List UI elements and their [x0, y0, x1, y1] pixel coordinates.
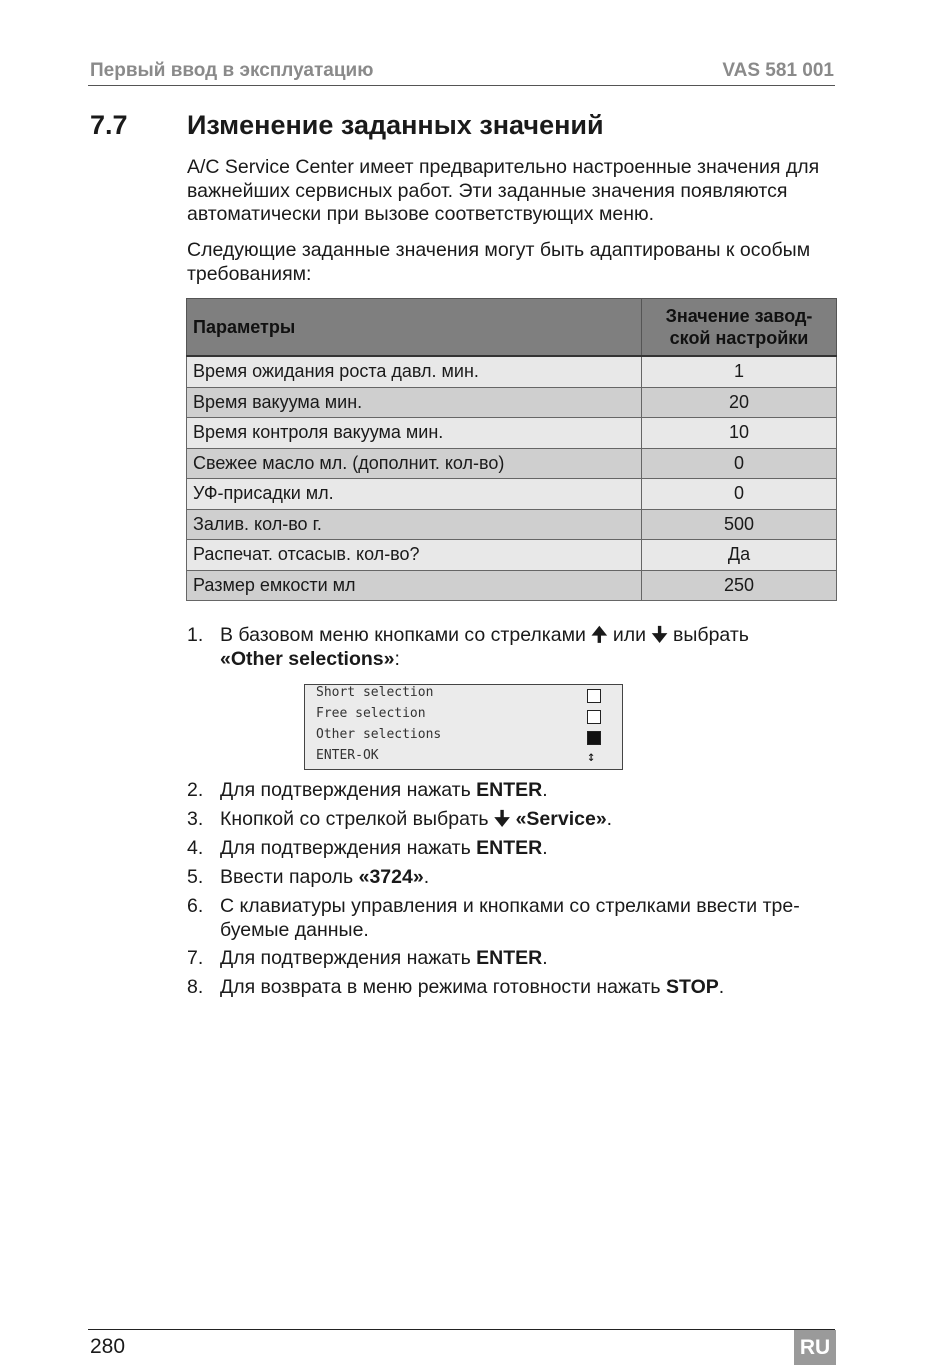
table-row	[187, 509, 837, 540]
step-text-end: .	[542, 779, 548, 801]
step-number: 2.	[187, 779, 204, 801]
lcd-row-free-selection: Free selection	[316, 706, 426, 721]
step-text-end: .	[542, 947, 548, 969]
step-keyword: ENTER	[476, 837, 543, 859]
table-cell-param: УФ-присадки мл.	[187, 479, 642, 510]
table-cell-param: Свежее масло мл. (дополнит. кол-во)	[187, 448, 642, 479]
table-header-value-line1: Значение завод-	[665, 306, 813, 326]
step-text-part: Для подтверждения нажать	[220, 947, 477, 969]
step-keyword: ENTER	[476, 947, 543, 969]
table-row	[187, 448, 837, 479]
step-text	[220, 779, 830, 803]
checkbox-filled-icon	[587, 731, 601, 745]
step-number: 3.	[187, 808, 204, 830]
step-number: 1.	[187, 624, 204, 646]
table-row	[187, 418, 837, 449]
step-text-end: .	[718, 976, 725, 998]
table-row	[187, 479, 837, 510]
step-text-part: Кнопкой со стрелкой выбрать	[220, 808, 494, 830]
step-text-end: .	[606, 808, 613, 830]
table-cell-param: Время вакуума мин.	[187, 387, 642, 418]
table-cell-param: Залив. кол-во г.	[187, 509, 642, 540]
table-cell-value: 10	[642, 418, 837, 449]
step-number: 6.	[187, 895, 204, 917]
table-cell-param: Распечат. отсасыв. кол-во?	[187, 540, 642, 571]
table-cell-value: 0	[642, 479, 837, 510]
header-left: Первый ввод в эксплуатацию	[90, 60, 374, 81]
step-text	[220, 947, 830, 971]
step-text-part: Для подтверждения нажать	[220, 779, 477, 801]
step-text-end: .	[423, 866, 430, 888]
table-row	[187, 570, 837, 601]
section-title: Изменение заданных значений	[187, 110, 604, 140]
language-badge: RU	[794, 1330, 836, 1365]
step-text-end: :	[394, 647, 400, 670]
step-text-part: Для подтверждения нажать	[220, 837, 477, 859]
table-cell-value: 1	[642, 356, 837, 387]
arrow-down-icon: 🠋	[494, 808, 511, 830]
step-keyword: ENTER	[476, 779, 543, 801]
step-number: 5.	[187, 866, 204, 888]
table-cell-param: Время ожидания роста давл. мин.	[187, 356, 642, 387]
table-cell-value: 20	[642, 387, 837, 418]
step-text	[220, 837, 830, 861]
step-text	[220, 624, 830, 671]
settings-table	[186, 298, 837, 601]
step-keyword: «Other selections»	[220, 647, 395, 670]
step-number: 7.	[187, 947, 204, 969]
step-text	[220, 808, 830, 832]
step-keyword: «Service»	[515, 808, 607, 830]
lcd-row-enter-ok: ENTER-OK	[316, 748, 379, 763]
arrow-up-icon: 🠉	[591, 624, 608, 646]
lcd-row-other-selections: Other selections	[316, 727, 442, 742]
step-text-part: Для возврата в меню режима готовности нажать	[220, 976, 666, 998]
arrow-down-icon: 🠋	[651, 624, 668, 646]
checkbox-empty-icon	[587, 710, 601, 724]
table-header-params: Параметры	[187, 299, 642, 357]
step-text-part: В базовом меню кнопками со стрелками	[220, 624, 592, 646]
step-text-part: Ввести пароль	[220, 866, 359, 888]
header-right: VAS 581 001	[722, 60, 834, 81]
header-rule	[88, 85, 835, 86]
table-header-row	[187, 299, 837, 357]
lcd-display	[304, 684, 623, 770]
step-keyword: STOP	[666, 976, 719, 998]
table-cell-value: 250	[642, 570, 837, 601]
section-number: 7.7	[90, 110, 128, 140]
step-text-part: или	[607, 624, 652, 646]
table-cell-value: Да	[642, 540, 837, 571]
step-text-end: .	[542, 837, 548, 859]
table-row	[187, 540, 837, 571]
table-header-value	[642, 299, 837, 357]
step-text	[220, 866, 830, 890]
step-text-part: выбрать	[667, 624, 749, 646]
step-text	[220, 895, 830, 942]
lcd-row-short-selection: Short selection	[316, 685, 434, 700]
step-number: 8.	[187, 976, 204, 998]
table-header-value-line2: ской настройки	[669, 328, 809, 348]
intro-paragraph: A/C Service Center имеет предварительно настроенные значения для важнейших сервисных работ. Эти заданные значения появляются автоматически при вызове соответствующих меню.	[187, 156, 820, 225]
step-keyword: «3724»	[358, 866, 424, 888]
table-cell-value: 0	[642, 448, 837, 479]
table-row	[187, 387, 837, 418]
checkbox-empty-icon	[587, 689, 601, 703]
step-text-part: С клавиатуры управления и кнопками со стрелками ввести тре-	[220, 895, 800, 917]
adapt-paragraph: Следующие заданные значения могут быть адаптированы к особым требованиям:	[187, 239, 811, 285]
updown-arrow-icon: ↕	[587, 749, 596, 765]
table-row	[187, 356, 837, 387]
step-number: 4.	[187, 837, 204, 859]
footer-rule	[88, 1329, 835, 1330]
step-text-part: буемые данные.	[220, 918, 369, 941]
table-cell-param: Время контроля вакуума мин.	[187, 418, 642, 449]
step-text	[220, 976, 830, 1000]
table-cell-param: Размер емкости мл	[187, 570, 642, 601]
page-number: 280	[90, 1335, 126, 1358]
table-cell-value: 500	[642, 509, 837, 540]
